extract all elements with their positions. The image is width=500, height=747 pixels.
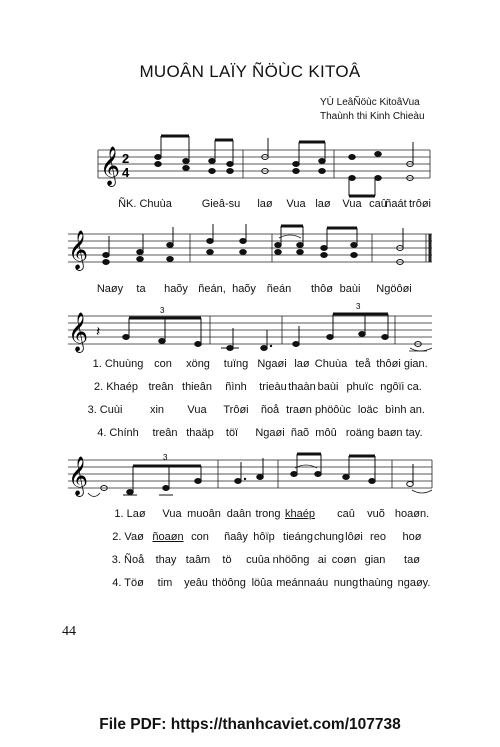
lyric-word: caû bbox=[369, 198, 387, 210]
quarter-rest-icon: 𝄽 bbox=[96, 324, 101, 340]
lyric-word: 1. Chuùng bbox=[92, 358, 144, 370]
lyric-word: thaùng bbox=[359, 577, 393, 589]
lyric-word: cuûa bbox=[246, 554, 270, 566]
lyric-word: taø bbox=[404, 554, 420, 566]
lyric-word: haõy bbox=[232, 283, 256, 295]
treble-clef-icon: 𝄞 bbox=[68, 456, 89, 496]
lyric-word: traøn bbox=[286, 404, 312, 416]
lyric-word: löûa bbox=[251, 577, 273, 589]
lyric-word: coøn bbox=[331, 554, 357, 566]
music-staff-4 bbox=[0, 450, 500, 510]
lyric-word: phuïc bbox=[346, 381, 374, 393]
lyric-word: ai bbox=[317, 554, 327, 566]
lyric-word: baùi bbox=[317, 381, 339, 393]
lyric-word: muoân bbox=[187, 508, 221, 520]
lyric-word: Vua bbox=[286, 198, 306, 210]
credit-line-2: Thaùnh thi Kinh Chieàu bbox=[320, 111, 425, 122]
lyric-word: trôøi bbox=[409, 198, 431, 210]
lyric-word: thaäp bbox=[186, 427, 214, 439]
lyric-word: ngôïi ca. bbox=[380, 381, 422, 393]
lyric-word: ñoå bbox=[260, 404, 280, 416]
lyric-word: ÑK. Chuùa bbox=[118, 198, 172, 210]
lyric-word: chung bbox=[314, 531, 344, 543]
music-staff-2 bbox=[0, 224, 500, 284]
time-sig-top: 2 bbox=[122, 151, 130, 166]
lyric-word: laø bbox=[315, 198, 331, 210]
lyric-word: ñeán bbox=[266, 283, 292, 295]
lyric-word: ñeán, bbox=[198, 283, 226, 295]
lyric-word: thieân bbox=[182, 381, 212, 393]
lyric-word: ñaõ bbox=[290, 427, 310, 439]
lyric-word: thay bbox=[155, 554, 177, 566]
lyric-word: reo bbox=[370, 531, 386, 543]
lyric-word: hoaøn. bbox=[394, 508, 430, 520]
lyric-word: Trôøi bbox=[223, 404, 249, 416]
lyric-word: gian bbox=[364, 554, 386, 566]
lyric-word: Chuùa bbox=[314, 358, 348, 370]
lyric-word: lôøi bbox=[345, 531, 363, 543]
lyric-word: thöông bbox=[212, 577, 246, 589]
lyric-word: teå bbox=[355, 358, 371, 370]
lyric-word: hoø bbox=[402, 531, 422, 543]
lyric-word: con bbox=[191, 531, 209, 543]
lyric-word: meán bbox=[276, 577, 304, 589]
lyric-word: caû bbox=[337, 508, 355, 520]
music-staff-1 bbox=[0, 140, 500, 200]
lyric-word: naáu bbox=[303, 577, 329, 589]
lyric-word: 3. Ñoå bbox=[111, 554, 145, 566]
lyric-word: con bbox=[154, 358, 172, 370]
lyric-word: khaép bbox=[285, 508, 315, 520]
lyric-word: phöôùc bbox=[314, 404, 352, 416]
treble-clef-icon: 𝄞 bbox=[68, 230, 89, 270]
lyric-word: 1. Laø bbox=[114, 508, 146, 520]
lyric-word: Naøy bbox=[96, 283, 124, 295]
song-title: MUOÂN LAÏY ÑÖÙC KITOÂ bbox=[139, 62, 361, 81]
lyric-word: yeâu bbox=[184, 577, 208, 589]
lyric-word: hôïp bbox=[253, 531, 275, 543]
lyric-word: Vua bbox=[187, 404, 207, 416]
lyric-word: laø bbox=[257, 198, 273, 210]
lyric-word: ñình bbox=[225, 381, 247, 393]
lyric-word: trieàu bbox=[259, 381, 287, 393]
lyric-word: xöng bbox=[186, 358, 210, 370]
credit-line-1: YÙ LeâÑöùc KitoâVua bbox=[320, 97, 420, 108]
lyric-word: thôø bbox=[310, 283, 334, 295]
lyric-word: vuõ bbox=[367, 508, 385, 520]
lyric-word: haõy bbox=[164, 283, 188, 295]
lyric-word: 3. Cuùi bbox=[87, 404, 123, 416]
lyric-word: baøn tay. bbox=[377, 427, 423, 439]
svg-text:3: 3 bbox=[356, 302, 361, 311]
lyric-word: Vua bbox=[342, 198, 362, 210]
lyric-word: 2. Khaép bbox=[93, 381, 139, 393]
lyric-word: nhöõng bbox=[272, 554, 310, 566]
time-sig-bottom: 4 bbox=[122, 165, 130, 180]
lyric-word: tuïng bbox=[223, 358, 249, 370]
lyric-word: ñaát bbox=[385, 198, 407, 210]
lyric-word: tö bbox=[222, 554, 232, 566]
lyric-word: treân bbox=[152, 427, 178, 439]
lyric-word: trong bbox=[255, 508, 281, 520]
lyric-word: môû bbox=[315, 427, 337, 439]
lyric-word: ñoaøn bbox=[152, 531, 184, 543]
lyric-word: Vua bbox=[162, 508, 182, 520]
lyric-word: treân bbox=[148, 381, 174, 393]
lyric-word: baùi bbox=[339, 283, 361, 295]
lyric-word: Gieâ-su bbox=[201, 198, 241, 210]
lyric-word: thôøi gian. bbox=[376, 358, 428, 370]
lyric-word: tim bbox=[157, 577, 173, 589]
lyric-word: tieáng bbox=[283, 531, 313, 543]
lyric-word: 2. Vaø bbox=[112, 531, 144, 543]
lyric-word: Ngöôøi bbox=[376, 283, 412, 295]
svg-text:3: 3 bbox=[160, 306, 165, 315]
treble-clef-icon: 𝄞 bbox=[68, 312, 89, 352]
lyric-word: ñaây bbox=[224, 531, 248, 543]
lyric-word: töï bbox=[225, 427, 239, 439]
lyric-word: 4. Chính bbox=[97, 427, 139, 439]
treble-clef-icon: 𝄞 bbox=[100, 146, 121, 186]
lyric-word: loäc bbox=[357, 404, 379, 416]
lyric-word: daân bbox=[226, 508, 252, 520]
lyric-word: taâm bbox=[185, 554, 211, 566]
lyric-word: nung bbox=[333, 577, 359, 589]
lyric-word: Ngaøi bbox=[257, 358, 287, 370]
lyric-word: thaàn bbox=[288, 381, 316, 393]
page-number: 44 bbox=[62, 624, 76, 639]
lyric-word: bình an. bbox=[385, 404, 425, 416]
lyric-word: ta bbox=[136, 283, 146, 295]
lyric-word: xin bbox=[149, 404, 165, 416]
lyric-word: roäng bbox=[345, 427, 375, 439]
svg-text:3: 3 bbox=[163, 453, 168, 462]
lyric-word: laø bbox=[294, 358, 310, 370]
lyric-word: 4. Töø bbox=[112, 577, 144, 589]
footer-pdf-link[interactable]: File PDF: https://thanhcaviet.com/107738 bbox=[99, 716, 401, 733]
lyric-word: ngaøy. bbox=[397, 577, 431, 589]
lyric-word: Ngaøi bbox=[255, 427, 285, 439]
